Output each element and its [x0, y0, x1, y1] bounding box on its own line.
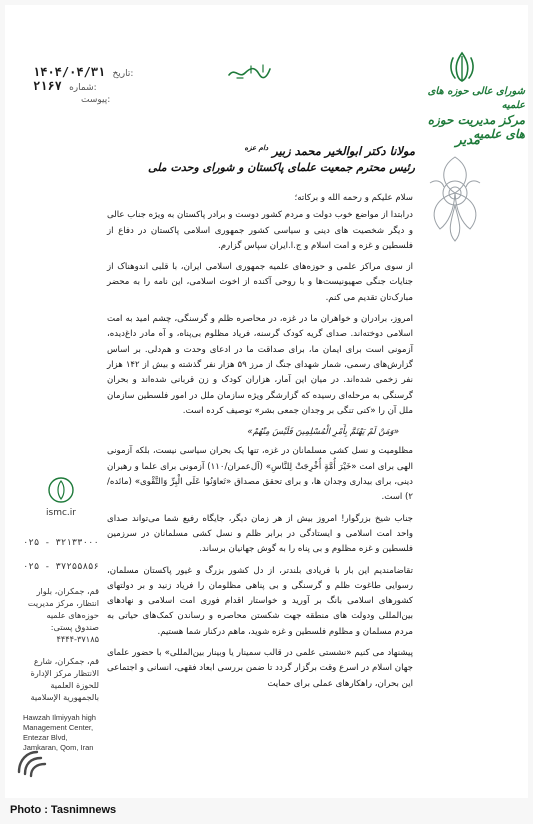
paragraph-proposal: پیشنهاد می کنیم «نشستی علمی در قالب سمینار یا وبینار بین‌المللی» با حضور علمای جهان اسلام در اسرع وقت برگزار گردد تا ضمن بررسی ابعاد فقهی، انسانی و اجتماعی این بحران، راهکارهای عملی برای حمایت — [107, 648, 413, 689]
number-label: شماره: — [69, 83, 97, 93]
address-persian: قم، جمکران، بلوار انتظار، مرکز مدیریت حوزه‌های علمیه صندوق پستی: ۳۷۱۸۵-۴۴۴۴ — [27, 586, 99, 644]
addressee-title: رئیس محترم جمعیت علمای پاکستان و شورای وحدت ملی — [147, 160, 415, 174]
date-label: تاریخ: — [112, 69, 134, 79]
letter-page — [5, 5, 528, 798]
paragraph-thanks: درابتدا از مواضع خوب دولت و مردم کشور دوست و برادر پاکستان به ویژه جناب عالی و دیگر شخصیت های دینی و سیاسی کشور جمهوری اسلامی پاکستان در دفاع از فلسطین و غزه و امت اسلام و ج.ا.ایران سپاس گزارم. — [107, 210, 413, 251]
address-arabic: قم، جمکران، شارع الانتظار مركز الإدارة للحوزة العلمية بالجمهورية الإسلامية — [30, 656, 99, 702]
contact-sidebar — [23, 475, 99, 753]
hadith-verse: «وَمَنْ لَمْ یَهْتَمَّ بِأَمْرِ الْمُسْلِمِینَ فَلَیْسَ مِنْهُمْ» — [247, 427, 399, 438]
greeting: سلام علیکم و رحمه الله و برکاته؛ — [294, 193, 413, 203]
number-row — [33, 79, 143, 93]
addressee-name-line — [195, 139, 415, 160]
phone-secondary: ۰۲۵ - ۳۷۲۵۵۸۵۶ — [23, 562, 99, 572]
paragraph-request: تقاضامندیم این بار با فریادی بلندتر، از دل کشور بزرگ و غیور پاکستان مسلمان، رسوایی طاغوت ظلم و گرسنگی و بی پناهی مظلومان را فریاد زنید و بر دولتهای کشورهای اسلامی بانگ بر آورید و خواستار اقدام فوری امت اسلامی و نهادهای بین‌المللی ودولت های منطقه جهت شکستن محاصره و رساندن کمک‌های حیاتی به مردم مسلمان و مظلوم فلسطین و غزه شوید، ماهم درکنار شما هستیم. — [107, 565, 413, 637]
phone-primary: ۰۲۵ - ۳۲۱۳۳۰۰۰ — [23, 538, 99, 548]
floral-ornament-icon — [420, 153, 490, 243]
photo-credit: Photo : Tasnimnews — [10, 804, 117, 816]
photo-credit-bar — [0, 798, 533, 824]
attachment-label: پیوست: — [81, 95, 111, 105]
paragraph-gaza-situation: امروز، برادران و خواهران ما در غزه، در محاصره ظلم و گرسنگی، چشم امید به امت اسلامی دوخته‌اند. صدای گریه کودک گرسنه، فریاد مظلوم بی‌پناه، و آه مادر داغ‌دیده، آزمونی است برای ایمان ما، برای صداقت ما در ادعای وحدت و هم‌دلی. بر اساس گزارش‌های رسمی، شمار شهدای جنگ از مرز ۵۹ هزار نفر گذشته و بیش از ۱۴۲ هزار نفر زخمی شده‌اند. در میان این آمار، هزاران کودک و زن قربانی شده‌اند و بحران گرسنگی به مرحله‌ای رسیده که گزارشگر ویژه سازمان ملل در امور فلسطین سازمان ملل آن را «کنی تنگی بر وجدان جمعی بشر» توصیف کرده است. — [107, 314, 414, 416]
date-row — [33, 65, 143, 79]
tasnim-logo-icon — [11, 742, 51, 782]
org-council-name: شورای عالی حوزه های علمیه — [427, 86, 525, 111]
attachment-row — [33, 93, 143, 107]
website-text: ismc.ir — [46, 508, 76, 518]
addressee-name: مولانا دکتر ابوالخیر محمد زبیر — [272, 143, 415, 158]
bismillah-calligraphy-icon — [225, 61, 273, 83]
number-value: ۲۱۶۷ — [33, 79, 62, 93]
iran-emblem-icon — [445, 50, 479, 84]
paragraph-appeal: جناب شیخ بزرگوار! امروز بیش از هر زمان دیگر، جایگاه رفیع شما می‌تواند صدای واحد امت اسلامی و ایستادگی در برابر ظلم و نسل کشی مسلمانان در سرزمین فلسطین و غزه مظلوم و بی پناه را به گوش جهانیان برساند. — [107, 513, 413, 555]
paragraph-divine-test: مظلومیت و نسل کشی مسلمانان در غزه، تنها یک بحران سیاسی نیست، بلکه آزمونی الهی برای امت «خَیْرَ أُمَّةٍ أُخْرِجَتْ لِلنَّاسِ» (آل‌عمران/۱۱۰) آزمونی برای علما و رهبران دینی، برای بیداری وجدان ها، و برای تحقق مصداق «تَعاوَنُوا عَلَی الْبِرِّ وَالتَّقْوی» (مائده/۲) است. — [107, 446, 413, 503]
paragraph-condolence: از سوی مراکز علمی و حوزه‌های علمیه جمهوری اسلامی ایران، با قلبی اندوهناک از جنایات جنگی صهیونیست‌ها و با روحی آکنده از اخوت اسلامی، این نامه را به محضر مبارک‌تان تقدیم می کنم. — [107, 262, 413, 303]
letter-meta — [33, 65, 143, 107]
letter-body — [107, 191, 413, 698]
date-value: ۱۴۰۴/۰۴/۳۱ — [33, 65, 106, 79]
office-title: مدیر — [455, 133, 480, 148]
org-logo-icon — [46, 475, 76, 505]
addressee-honorific: دام عزه — [244, 144, 269, 152]
address-english: Hawzah Ilmiyyah high Management Center, Entezar Blvd, Jamkaran, Qom, Iran — [23, 713, 96, 752]
org-center-name: مرکز مدیریت حوزه های علمیه — [427, 113, 525, 141]
addressee-block — [147, 139, 415, 176]
